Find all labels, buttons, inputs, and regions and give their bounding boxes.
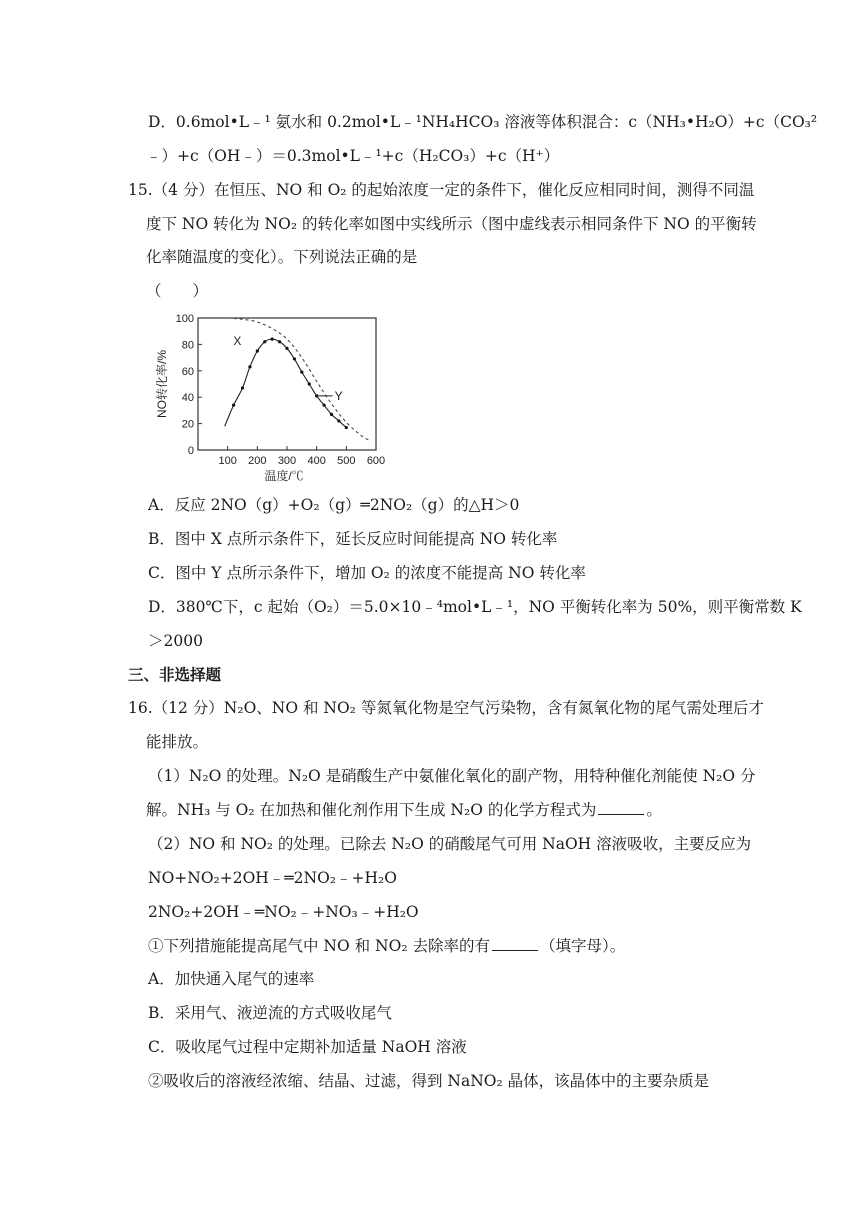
question-16-line2: 能排放。 <box>146 733 209 751</box>
plot-frame <box>198 318 376 450</box>
data-point <box>263 340 266 343</box>
data-point <box>337 419 340 422</box>
data-point <box>330 413 333 416</box>
x-axis-ticks <box>218 446 385 467</box>
data-point <box>293 357 296 360</box>
sub-question-1-end: （填字母）。 <box>539 937 626 955</box>
y-tick-label: 60 <box>181 365 194 378</box>
y-tick-label: 0 <box>187 445 194 457</box>
data-point <box>271 338 274 341</box>
option-d-q14-line2: ﹣）+c（OH﹣）＝0.3mol•L﹣¹+c（H₂CO₃）+c（H⁺） <box>146 147 560 165</box>
data-point <box>248 365 251 368</box>
y-tick-label: 20 <box>181 418 194 431</box>
sub-question-1 <box>148 936 625 956</box>
answer-blank[interactable] <box>492 936 538 951</box>
data-point <box>278 340 281 343</box>
equation-2: 2NO₂+2OH﹣═NO₂﹣+NO₃﹣+H₂O <box>148 903 419 921</box>
part-1-text: 解。NH₃ 与 O₂ 在加热和催化剂作用下生成 N₂O 的化学方程式为 <box>146 801 597 819</box>
annotation-x: X <box>233 334 242 348</box>
sub-option-c: C．吸收尾气过程中定期补加适量 NaOH 溶液 <box>148 1038 467 1056</box>
option-d-q14-line1: D．0.6mol•L﹣¹ 氨水和 0.2mol•L﹣¹NH₄HCO₃ 溶液等体积混合：c（NH₃•H₂O）+c（CO₃² <box>148 113 818 131</box>
y-tick-label: 100 <box>175 313 194 325</box>
option-b: B．图中 X 点所示条件下，延长反应时间能提高 NO 转化率 <box>148 530 558 548</box>
question-15-line2: 度下 NO 转化为 NO₂ 的转化率如图中实线所示（图中虚线表示相同条件下 NO 的平衡转 <box>146 215 757 233</box>
equilibrium-dashed-line <box>228 318 370 441</box>
equation-1: NO+NO₂+2OH﹣═2NO₂﹣+H₂O <box>148 869 397 887</box>
x-tick-label: 300 <box>277 455 297 467</box>
measured-solid-line <box>225 339 347 427</box>
annotation-y: Y <box>334 388 343 403</box>
no-conversion-chart <box>150 302 400 492</box>
data-point <box>308 382 311 385</box>
option-c: C．图中 Y 点所示条件下，增加 O₂ 的浓度不能提高 NO 转化率 <box>148 564 586 582</box>
part-1-line2 <box>146 800 662 820</box>
y-tick-label: 80 <box>181 339 194 352</box>
data-point <box>232 404 235 407</box>
y-axis-label: NO转化率/% <box>155 349 169 419</box>
option-d-line1: D．380℃下，c 起始（O₂）＝5.0×10﹣⁴mol•L﹣¹，NO 平衡转化率为 50%，则平衡常数 K <box>148 598 802 616</box>
data-point <box>256 349 259 352</box>
answer-parentheses: （ ） <box>146 282 209 300</box>
data-point <box>285 347 288 350</box>
question-16-line1: 16.（12 分）N₂O、NO 和 NO₂ 等氮氧化物是空气污染物，含有氮氧化物的尾气需处理后才 <box>128 699 764 717</box>
section-heading: 三、非选择题 <box>128 665 222 684</box>
question-15-line1: 15.（4 分）在恒压、NO 和 O₂ 的起始浓度一定的条件下，催化反应相同时间，测得不同温 <box>128 181 755 199</box>
sub-option-b: B．采用气、液逆流的方式吸收尾气 <box>148 1004 392 1022</box>
part-2-line1: （2）NO 和 NO₂ 的处理。已除去 N₂O 的硝酸尾气可用 NaOH 溶液吸收，主要反应为 <box>148 835 752 853</box>
sub-question-2: ②吸收后的溶液经浓缩、结晶、过滤，得到 NaNO₂ 晶体，该晶体中的主要杂质是 <box>148 1072 710 1090</box>
option-a: A．反应 2NO（g）+O₂（g）═2NO₂（g）的△H＞0 <box>148 496 520 514</box>
data-point <box>322 404 325 407</box>
answer-blank[interactable] <box>598 800 644 815</box>
x-axis-label: 温度/℃ <box>264 469 304 483</box>
data-point <box>345 426 348 429</box>
part-1-line1: （1）N₂O 的处理。N₂O 是硝酸生产中氨催化氧化的副产物，用特种催化剂能使 N₂O 分 <box>148 767 756 785</box>
x-tick-label: 100 <box>218 455 237 467</box>
x-tick-label: 200 <box>248 455 267 467</box>
data-point <box>241 386 244 389</box>
y-tick-label: 40 <box>181 392 194 405</box>
x-tick-label: 400 <box>307 455 326 467</box>
data-point <box>300 371 303 374</box>
question-15-line3: 化率随温度的变化）。下列说法正确的是 <box>146 248 418 266</box>
x-tick-label: 500 <box>337 455 356 467</box>
sub-question-1-text: ①下列措施能提高尾气中 NO 和 NO₂ 去除率的有 <box>148 937 490 955</box>
option-d-line2: ＞2000 <box>148 632 203 650</box>
x-tick-label: 600 <box>366 455 386 467</box>
sub-option-a: A．加快通入尾气的速率 <box>148 970 315 988</box>
part-1-end: 。 <box>646 801 662 819</box>
